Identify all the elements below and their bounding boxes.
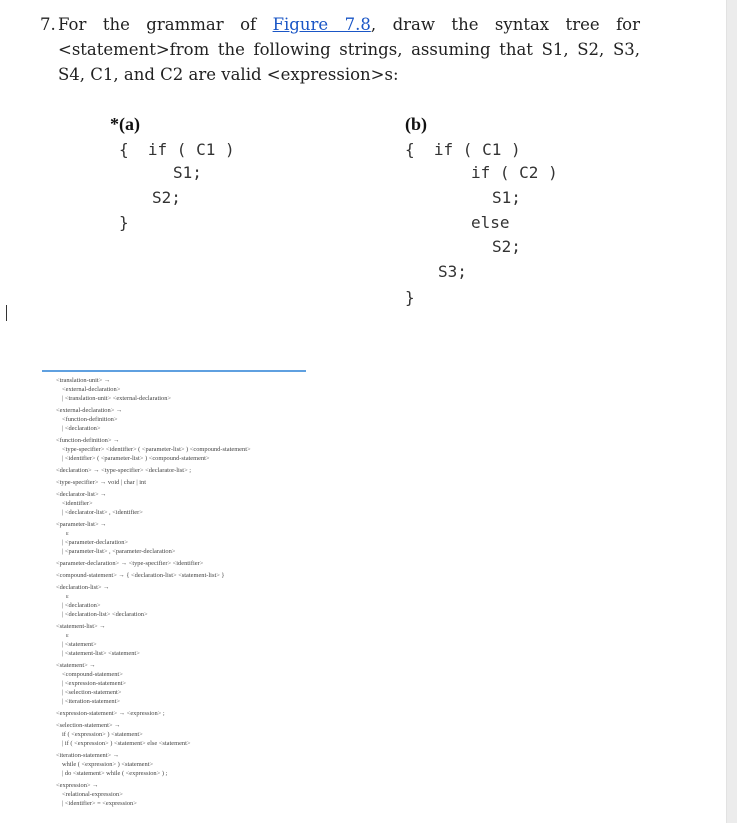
part-a-line-2: S1; <box>173 163 202 182</box>
part-b-line-6: S3; <box>438 262 467 281</box>
part-a-line-3: S2; <box>152 188 181 207</box>
part-b-line-7: } <box>405 288 415 307</box>
grammar-line: <relational-expression> <box>62 791 123 798</box>
grammar-line: <parameter-list> → <box>56 521 107 528</box>
part-b-line-5: S2; <box>492 237 521 256</box>
grammar-line: <translation-unit> → <box>56 377 111 384</box>
grammar-line: while ( <expression> ) <statement> <box>62 761 154 768</box>
figure-link[interactable]: Figure 7.8 <box>272 15 371 34</box>
grammar-line: <external-declaration> → <box>56 407 123 414</box>
grammar-line: | <parameter-declaration> <box>62 539 129 546</box>
grammar-line: | <selection-statement> <box>62 689 122 696</box>
question-text <box>58 12 640 87</box>
question-text-rest: , draw the syntax tree for <statement>from the following strings, assuming that S1, S2, S3, S4, C1, and C2 are valid <expression>s: <box>58 15 640 84</box>
figure-divider <box>42 370 306 372</box>
grammar-line: <selection-statement> → <box>56 722 121 729</box>
grammar-figure <box>56 376 251 808</box>
grammar-line: <identifier> <box>62 500 93 507</box>
grammar-line: <compound-statement> → { <declaration-list> <statement-list> } <box>56 572 225 579</box>
question-7 <box>40 12 640 87</box>
grammar-line: | <iteration-statement> <box>62 698 120 705</box>
grammar-line: ε <box>66 530 69 537</box>
part-a-label: *(a) <box>110 114 140 134</box>
grammar-line: <function-definition> <box>62 416 118 423</box>
grammar-line: | <declaration-list> <declaration> <box>62 611 148 618</box>
grammar-line: | <identifier> ( <parameter-list> ) <compound-statement> <box>62 455 210 462</box>
part-a-line-1: { if ( C1 ) <box>119 140 235 159</box>
grammar-line: | <expression-statement> <box>62 680 127 687</box>
grammar-line: <parameter-declaration> → <type-specifier> <identifier> <box>56 560 204 567</box>
part-b-label: (b) <box>405 114 427 134</box>
grammar-line: <declaration> → <type-specifier> <declarator-list> ; <box>56 467 192 474</box>
grammar-line: | <identifier> = <expression> <box>62 800 137 807</box>
grammar-line: <function-definition> → <box>56 437 120 444</box>
grammar-line: | <declarator-list> , <identifier> <box>62 509 143 516</box>
question-number: 7. <box>40 15 56 34</box>
grammar-line: <declarator-list> → <box>56 491 107 498</box>
grammar-line: | <parameter-list> , <parameter-declaration> <box>62 548 176 555</box>
grammar-line: ε <box>66 593 69 600</box>
grammar-line: | <statement> <box>62 641 97 648</box>
vertical-scrollbar[interactable] <box>726 0 737 823</box>
grammar-line: <compound-statement> <box>62 671 123 678</box>
grammar-line: | <declaration> <box>62 602 101 609</box>
grammar-line: | <declaration> <box>62 425 101 432</box>
grammar-line: ε <box>66 632 69 639</box>
grammar-line: <type-specifier> → void | char | int <box>56 479 146 486</box>
grammar-line: <external-declaration> <box>62 386 121 393</box>
grammar-line: <statement> → <box>56 662 96 669</box>
part-b-line-1: { if ( C1 ) <box>405 140 521 159</box>
part-b-line-3: S1; <box>492 188 521 207</box>
grammar-line: <statement-list> → <box>56 623 106 630</box>
grammar-line: <expression> → <box>56 782 99 789</box>
grammar-line: <declaration-list> → <box>56 584 110 591</box>
grammar-line: <type-specifier> <identifier> ( <parameter-list> ) <compound-statement> <box>62 446 251 453</box>
grammar-line: <expression-statement> → <expression> ; <box>56 710 165 717</box>
grammar-line: | if ( <expression> ) <statement> else <statement> <box>62 740 191 747</box>
grammar-line: | <statement-list> <statement> <box>62 650 140 657</box>
part-a-line-4: } <box>119 213 129 232</box>
grammar-line: if ( <expression> ) <statement> <box>62 731 143 738</box>
grammar-line: <iteration-statement> → <box>56 752 120 759</box>
question-text-intro: For the grammar of <box>58 15 273 34</box>
part-b-line-4: else <box>471 213 510 232</box>
grammar-line: | do <statement> while ( <expression> ) ; <box>62 770 168 777</box>
grammar-line: | <translation-unit> <external-declaration> <box>62 395 172 402</box>
text-cursor <box>6 305 7 321</box>
part-b-line-2: if ( C2 ) <box>471 163 558 182</box>
